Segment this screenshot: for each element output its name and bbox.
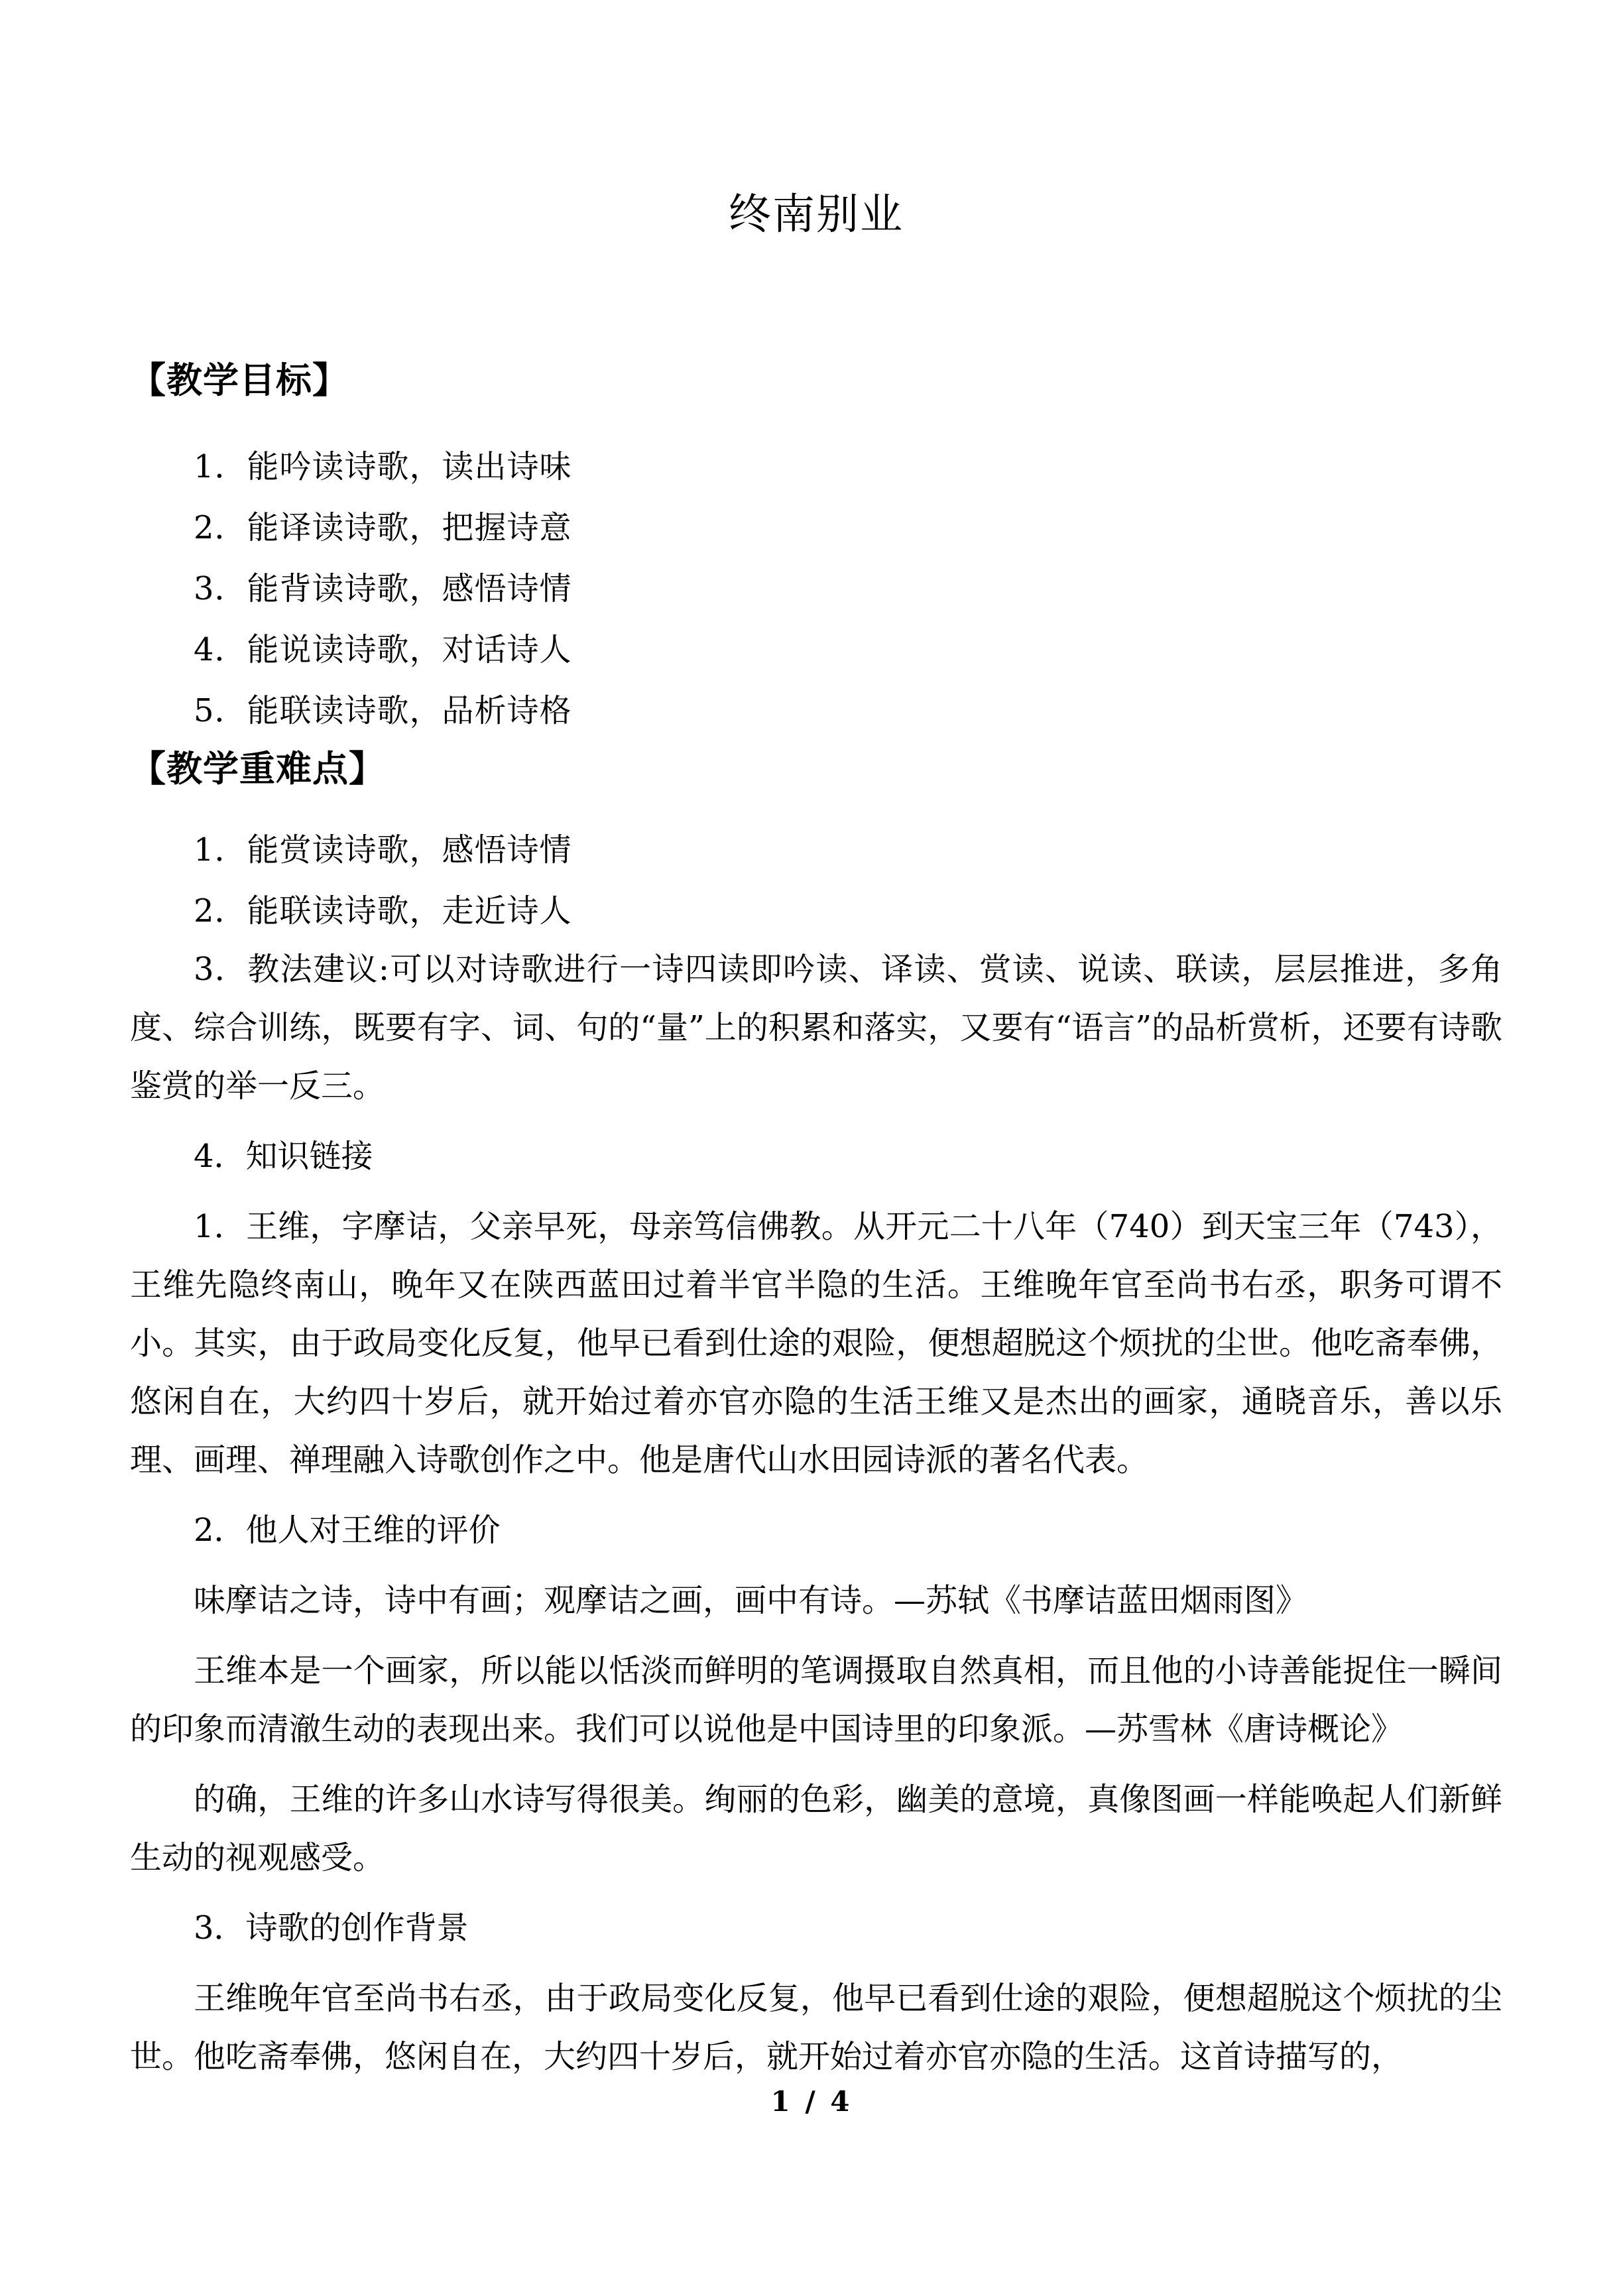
list-item: 2．能联读诗歌，走近诗人 bbox=[194, 892, 572, 930]
wangwei-biography-paragraph: 1．王维，字摩诘，父亲早死，母亲笃信佛教。从开元二十八年（740）到天宝三年（743），王维先隐终南山，晚年又在陕西蓝田过着半官半隐的生活。王维晚年官至尚书右丞，职务可谓不小。其实，由于政局变化反复，他早已看到仕途的艰险，便想超脱这个烦扰的尘世。他吃斋奉佛，悠闲自在，大约四十岁后，就开始过着亦官亦隐的生活王维又是杰出的画家，通晓音乐，善以乐理、画理、禅理融入诗歌创作之中。他是唐代山水田园诗派的著名代表。 bbox=[130, 1208, 1502, 1479]
page-number-footer: 1 / 4 bbox=[770, 2085, 853, 2118]
knowledge-link-label: 4．知识链接 bbox=[194, 1138, 373, 1175]
list-item: 2．能译读诗歌，把握诗意 bbox=[194, 509, 572, 546]
teaching-goals-list bbox=[130, 398, 1502, 727]
list-item: 5．能联读诗歌，品析诗格 bbox=[194, 692, 572, 729]
section-heading-key-difficulties: 【教学重难点】 bbox=[130, 747, 385, 790]
creation-background-label: 3．诗歌的创作背景 bbox=[194, 1909, 469, 1947]
evaluation-comment-paragraph: 的确，王维的许多山水诗写得很美。绚丽的色彩，幽美的意境，真像图画一样能唤起人们新鲜生动的视观感受。 bbox=[130, 1781, 1502, 1876]
others-evaluation-label: 2．他人对王维的评价 bbox=[194, 1512, 501, 1549]
list-item: 3．能背读诗歌，感悟诗情 bbox=[194, 570, 572, 607]
evaluation-quote-sushi: 味摩诘之诗，诗中有画；观摩诘之画，画中有诗。—苏轼《书摩诘蓝田烟雨图》 bbox=[194, 1582, 1308, 1619]
list-item: 4．能说读诗歌，对话诗人 bbox=[194, 631, 572, 668]
page-title: 终南别业 bbox=[729, 190, 904, 239]
teaching-advice-paragraph: 3．教法建议:可以对诗歌进行一诗四读即吟读、译读、赏读、说读、联读，层层推进，多角度、综合训练，既要有字、词、句的“量”上的积累和落实，又要有“语言”的品析赏析，还要有诗歌鉴赏的举一反三。 bbox=[130, 951, 1502, 1105]
creation-background-paragraph: 王维晚年官至尚书右丞，由于政局变化反复，他早已看到仕途的艰险，便想超脱这个烦扰的尘世。他吃斋奉佛，悠闲自在，大约四十岁后，就开始过着亦官亦隐的生活。这首诗描写的， bbox=[130, 1980, 1502, 2075]
evaluation-quote-suxuelin: 王维本是一个画家，所以能以恬淡而鲜明的笔调摄取自然真相，而且他的小诗善能捉住一瞬间的印象而清澈生动的表现出来。我们可以说他是中国诗里的印象派。—苏雪林《唐诗概论》 bbox=[130, 1652, 1502, 1748]
list-item: 1．能吟读诗歌，读出诗味 bbox=[194, 448, 572, 485]
key-difficulties-list bbox=[130, 786, 1502, 930]
section-heading-teaching-goals: 【教学目标】 bbox=[130, 359, 349, 401]
list-item: 1．能赏读诗歌，感悟诗情 bbox=[194, 831, 572, 869]
page-content bbox=[130, 0, 1502, 2086]
